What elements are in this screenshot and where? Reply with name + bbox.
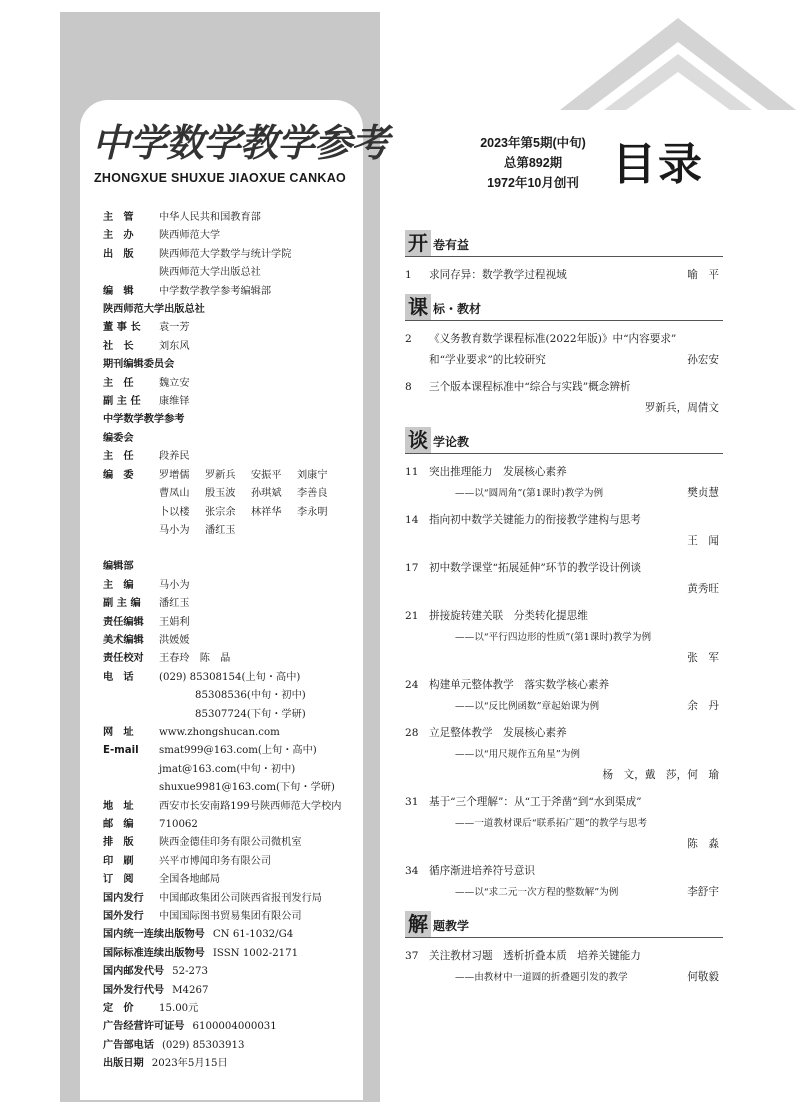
board-members: 罗增儒 罗新兵 安振平 刘康宁 曹凤山 殷玉波 孙琪斌 李善良 卜以楼 张宗余 林祥华 李永明 马小为 潘红玉 [159, 469, 328, 536]
masthead-info [103, 209, 368, 1074]
article-entry[interactable]: 17 初中数学课堂“拓展延伸”环节的教学设计例谈 黄秀旺 [405, 562, 719, 595]
toc-title: 目录 [612, 139, 704, 190]
info-row: 国外发行 中国国际图书贸易集团有限公司 [103, 911, 302, 923]
info-row: 排 版 陕西金德佳印务有限公司微机室 [103, 837, 302, 849]
journal-logo: 中学数学教学参考 [92, 120, 389, 165]
info-heading: 中学数学教学参考 [103, 414, 185, 426]
info-row: 国内统一连续出版物号 CN 61-1032/G4 [103, 929, 294, 941]
table-of-contents [405, 228, 723, 994]
info-heading: 编辑部 [103, 561, 134, 573]
info-row: 责任校对 王春玲 陈 晶 [103, 653, 231, 665]
info-row: shuxue9981@163.com(下旬・学研) [159, 782, 335, 794]
info-row: 印 刷 兴平市博闻印务有限公司 [103, 855, 272, 867]
info-row: 陕西师范大学出版总社 [159, 267, 261, 279]
info-heading: 陕西师范大学出版总社 [103, 304, 205, 316]
roof-decoration [560, 14, 796, 110]
issue-info [470, 133, 596, 193]
info-row: 副 主 任 康维铎 [103, 396, 190, 408]
info-row: 美术编辑 洪媛媛 [103, 634, 190, 646]
info-row: 国际标准连续出版物号 ISSN 1002-2171 [103, 947, 299, 959]
section-header: 谈 学论教 [405, 425, 723, 454]
info-row: jmat@163.com(中旬・初中) [159, 763, 296, 775]
founded-date: 1972年10月创刊 [487, 176, 579, 190]
article-entry[interactable]: 37 关注教材习题 透析折叠本质 培养关键能力 ——由教材中一道圆的折叠题引发的教学 何敬毅 [405, 950, 719, 983]
info-row: 副 主 编 潘红玉 [103, 598, 190, 610]
info-heading: 期刊编辑委员会 [103, 359, 175, 371]
section-header: 开 卷有益 [405, 228, 723, 257]
section-header: 解 题教学 [405, 909, 723, 938]
article-entry[interactable]: 34 循序渐进培养符号意识 ——以“求二元一次方程的整数解”为例 李舒宇 [405, 865, 719, 898]
article-entry[interactable]: 31 基于“三个理解”：从“工于斧凿”到“水到渠成” ——一道教材课后“联系拓广题”的教学与思考 陈 淼 [405, 796, 719, 850]
info-row: 董 事 长 袁一芳 [103, 322, 190, 334]
info-row: 主 任 魏立安 [103, 377, 190, 389]
info-row: E-mail smat999@163.com(上旬・高中) [103, 745, 317, 757]
info-row: 主 管 中华人民共和国教育部 [103, 212, 261, 223]
info-row: 主 办 陕西师范大学 [103, 230, 221, 242]
info-row: 网 址 www.zhongshucan.com [103, 726, 280, 738]
info-row: 主 编 马小为 [103, 579, 190, 591]
info-row: 社 长 刘东风 [103, 340, 190, 352]
info-row: 国内发行 中国邮政集团公司陕西省报刊发行局 [103, 892, 322, 904]
info-row: 邮 编 710062 [103, 819, 198, 830]
journal-pinyin: ZHONGXUE SHUXUE JIAOXUE CANKAO [94, 171, 347, 185]
info-row: 85307724(下旬・学研) [195, 708, 306, 720]
info-row: 地 址 西安市长安南路199号陕西师范大学校内 [103, 800, 342, 812]
article-entry[interactable]: 14 指向初中数学关键能力的衔接教学建构与思考 王 闻 [405, 514, 719, 547]
info-row: 出版日期 2023年5月15日 [103, 1058, 228, 1070]
info-row: 责任编辑 王娟利 [103, 616, 190, 628]
info-row: 国内邮发代号 52-273 [103, 966, 208, 978]
section-header: 课 标・教材 [405, 292, 723, 321]
article-entry[interactable]: 21 拼接旋转建关联 分类转化提思维 ——以“平行四边形的性质”(第1课时)教学为例 张 军 [405, 610, 719, 664]
info-row: 广告部电话 (029) 85303913 [103, 1039, 245, 1051]
info-row: 广告经营许可证号 6100004000031 [103, 1021, 277, 1033]
info-row: 出 版 陕西师范大学数学与统计学院 [103, 248, 292, 260]
article-entry[interactable]: 1 求同存异：数学教学过程视域 喻 平 [405, 269, 719, 281]
info-row: 定 价 15.00元 [103, 1003, 199, 1015]
board-members-row: 编 委 罗增儒 罗新兵 安振平 刘康宁 曹凤山 殷玉波 孙琪斌 李善良 卜以楼 张宗余 林祥华 李永明 马小为 潘红玉 [103, 467, 368, 541]
issue-number: 2023年第5期(中旬) [480, 136, 586, 150]
info-row: 85308536(中旬・初中) [195, 690, 306, 702]
info-row: 编 辑 中学数学教学参考编辑部 [103, 285, 272, 297]
info-row: 电 话 (029) 85308154(上旬・高中) [103, 671, 301, 683]
article-entry[interactable]: 8 三个版本课程标准中“综合与实践”概念辨析 罗新兵，周倩文 [405, 381, 719, 414]
article-entry[interactable]: 2 《义务教育数学课程标准(2022年版)》中“内容要求” 和“学业要求”的比较研究 孙宏安 [405, 333, 719, 366]
article-entry[interactable]: 24 构建单元整体教学 落实数学核心素养 ——以“反比例函数”章起始课为例 余 丹 [405, 679, 719, 712]
article-entry[interactable]: 28 立足整体教学 发展核心素养 ——以“用尺规作五角星”为例 杨 文，戴 莎，何 瑜 [405, 727, 719, 781]
info-row: 国外发行代号 M4267 [103, 984, 209, 996]
info-row: 订 阅 全国各地邮局 [103, 874, 221, 886]
issue-total: 总第892期 [503, 156, 563, 170]
info-heading: 编委会 [103, 432, 134, 444]
article-entry[interactable]: 11 突出推理能力 发展核心素养 ——以“圆周角”(第1课时)教学为例 樊贞慧 [405, 466, 719, 499]
info-row: 主 任 段养民 [103, 451, 190, 463]
